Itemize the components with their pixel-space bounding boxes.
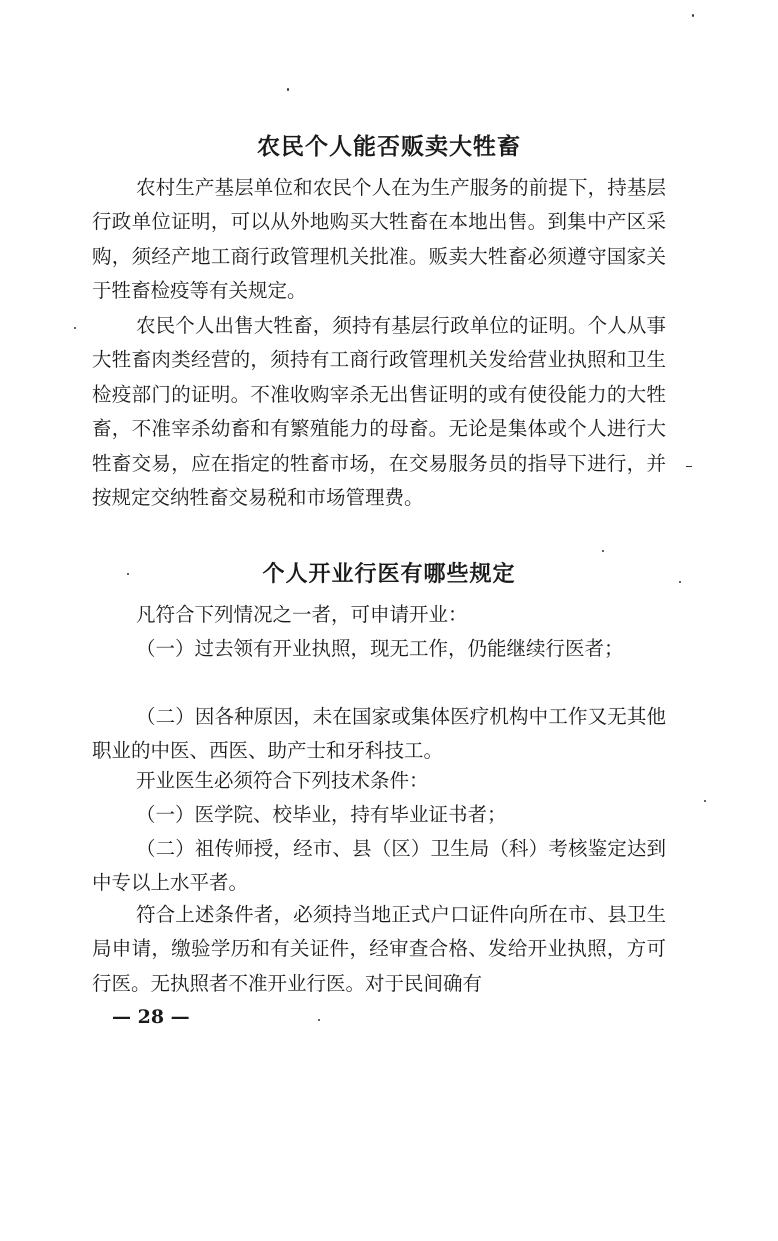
section-title-livestock: 农民个人能否贩卖大牲畜 xyxy=(257,133,521,160)
scan-speck xyxy=(127,573,129,575)
section-title-private-practice: 个人开业行医有哪些规定 xyxy=(262,561,516,587)
scan-speck xyxy=(686,466,692,467)
paragraph-technical-intro: 开业医生必须符合下列技术条件： xyxy=(136,769,429,792)
page-number: — 28 — xyxy=(112,1006,190,1028)
technical-item-1: （一）医学院、校毕业，持有毕业证书者； xyxy=(136,803,507,826)
paragraph-closing: 符合上述条件者，必须持当地正式户口证件向所在市、县卫生局申请，缴验学历和有关证件，经审查合格、发给开业执照，方可行医。无执照者不准开业行医。对于民间确有 xyxy=(92,903,666,995)
paragraph-livestock-sale: 农民个人出售大牲畜，须持有基层行政单位的证明。个人从事大牲畜肉类经营的，须持有工商行政管理机关发给营业执照和卫生检疫部门的证明。不准收购宰杀无出售证明的或有使役能力的大牲畜，不准宰杀幼畜和有繁殖能力的母畜。无论是集体或个人进行大牲畜交易，应在指定的牲畜市场，在交易服务员的指导下进行，并按规定交纳牲畜交易税和市场管理费。 xyxy=(92,314,666,510)
paragraph-application-intro: 凡符合下列情况之一者，可申请开业： xyxy=(136,603,468,626)
scan-speck xyxy=(74,327,76,329)
scan-speck xyxy=(287,88,289,91)
scan-speck xyxy=(318,1019,320,1021)
condition-item-1: （一）过去领有开业执照，现无工作，仍能继续行医者； xyxy=(136,637,624,660)
scan-speck xyxy=(679,581,681,583)
condition-item-2: （二）因各种原因，未在国家或集体医疗机构中工作又无其他职业的中医、西医、助产士和牙科技工。 xyxy=(92,705,666,763)
scan-speck xyxy=(602,550,604,552)
technical-item-2: （二）祖传师授，经市、县（区）卫生局（科）考核鉴定达到中专以上水平者。 xyxy=(92,837,666,895)
paragraph-livestock-purchase: 农村生产基层单位和农民个人在为生产服务的前提下，持基层行政单位证明，可以从外地购买大牲畜在本地出售。到集中产区采购，须经产地工商行政管理机关批准。贩卖大牲畜必须遵守国家关于牲畜检疫等有关规定。 xyxy=(92,176,666,303)
scan-speck xyxy=(692,14,694,17)
scan-speck xyxy=(704,800,706,802)
